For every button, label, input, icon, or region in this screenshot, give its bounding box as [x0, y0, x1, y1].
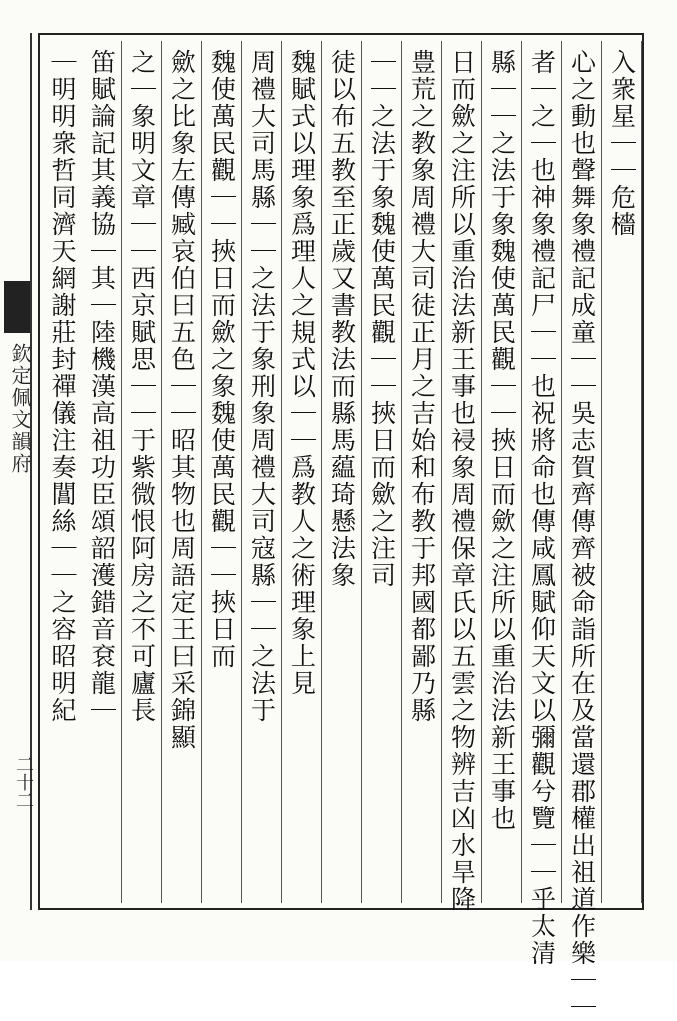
text-column [162, 41, 202, 903]
text-column [122, 41, 162, 903]
column-text-5: 日而歛之注所以重治法新王事也祲象周禮保章氏以五雲之物辨吉凶水旱降 [447, 49, 477, 913]
column-text-13: 之｜象明文章｜｜西京賦思｜｜于紫微恨阿房之不可廬長 [127, 49, 157, 724]
column-text-1: 入衆星｜｜危檣 [607, 49, 637, 238]
text-column [402, 41, 442, 903]
column-text-4: 縣｜｜之法于象魏使萬民觀｜｜挾日而歛之注所以重治法新王事也 [487, 49, 517, 832]
column-text-14: 笛賦論記其義協｜其｜陸機漢高祖功臣頌韶濩錯音袞龍｜ [87, 49, 117, 724]
text-column [522, 41, 562, 967]
text-column [562, 41, 602, 1021]
column-text-15: ｜明明衆哲同濟天網謝莊封禪儀注奏閶絲｜｜之容昭明紀 [48, 49, 77, 724]
text-column [82, 41, 122, 903]
text-column [242, 41, 282, 903]
column-text-2: 心之動也聲舞象禮記成童｜｜吳志賀齊傳齊被命詣所在及當還郡權出祖道作樂｜｜ [567, 49, 597, 1021]
gutter-black-mark [4, 281, 30, 333]
text-column [442, 41, 482, 913]
text-column [282, 41, 322, 903]
column-text-10: 周禮大司馬縣｜｜之法于象刑象周禮大司寇縣｜｜之法于 [247, 49, 277, 724]
text-column [482, 41, 522, 903]
text-column [322, 41, 362, 903]
column-text-9: 魏賦式以理象爲理人之規式以｜｜爲教人之術理象上見 [287, 49, 317, 697]
column-text-11: 魏使萬民觀｜｜挾日而歛之象魏使萬民觀｜｜挾日而 [207, 49, 237, 670]
page-number: 二十二 [13, 755, 34, 809]
column-text-3: 者｜之｜也神象禮記尸｜｜也祝將命也傳咸鳳賦仰天文以彌觀兮覽｜｜乎太清 [527, 49, 557, 967]
column-text-8: 徒以布五教至正歲又書教法而縣馬藴琦懸法象 [327, 49, 357, 589]
text-column [202, 41, 242, 903]
column-text-7: ｜｜之法于象魏使萬民觀｜｜挾日而歛之注司 [367, 49, 397, 589]
column-text-12: 歛之比象左傳臧哀伯曰五色｜｜昭其物也周語定王曰采錦顯 [167, 49, 197, 751]
text-column [602, 41, 642, 903]
text-column [42, 41, 82, 903]
page-gutter [0, 33, 38, 910]
text-frame [38, 33, 644, 1021]
book-title: 欽定佩文韻府 [8, 343, 32, 475]
column-text-6: 豊荒之教象周禮大司徒正月之吉始和布教于邦國都鄙乃縣 [407, 49, 437, 724]
text-column [362, 41, 402, 903]
